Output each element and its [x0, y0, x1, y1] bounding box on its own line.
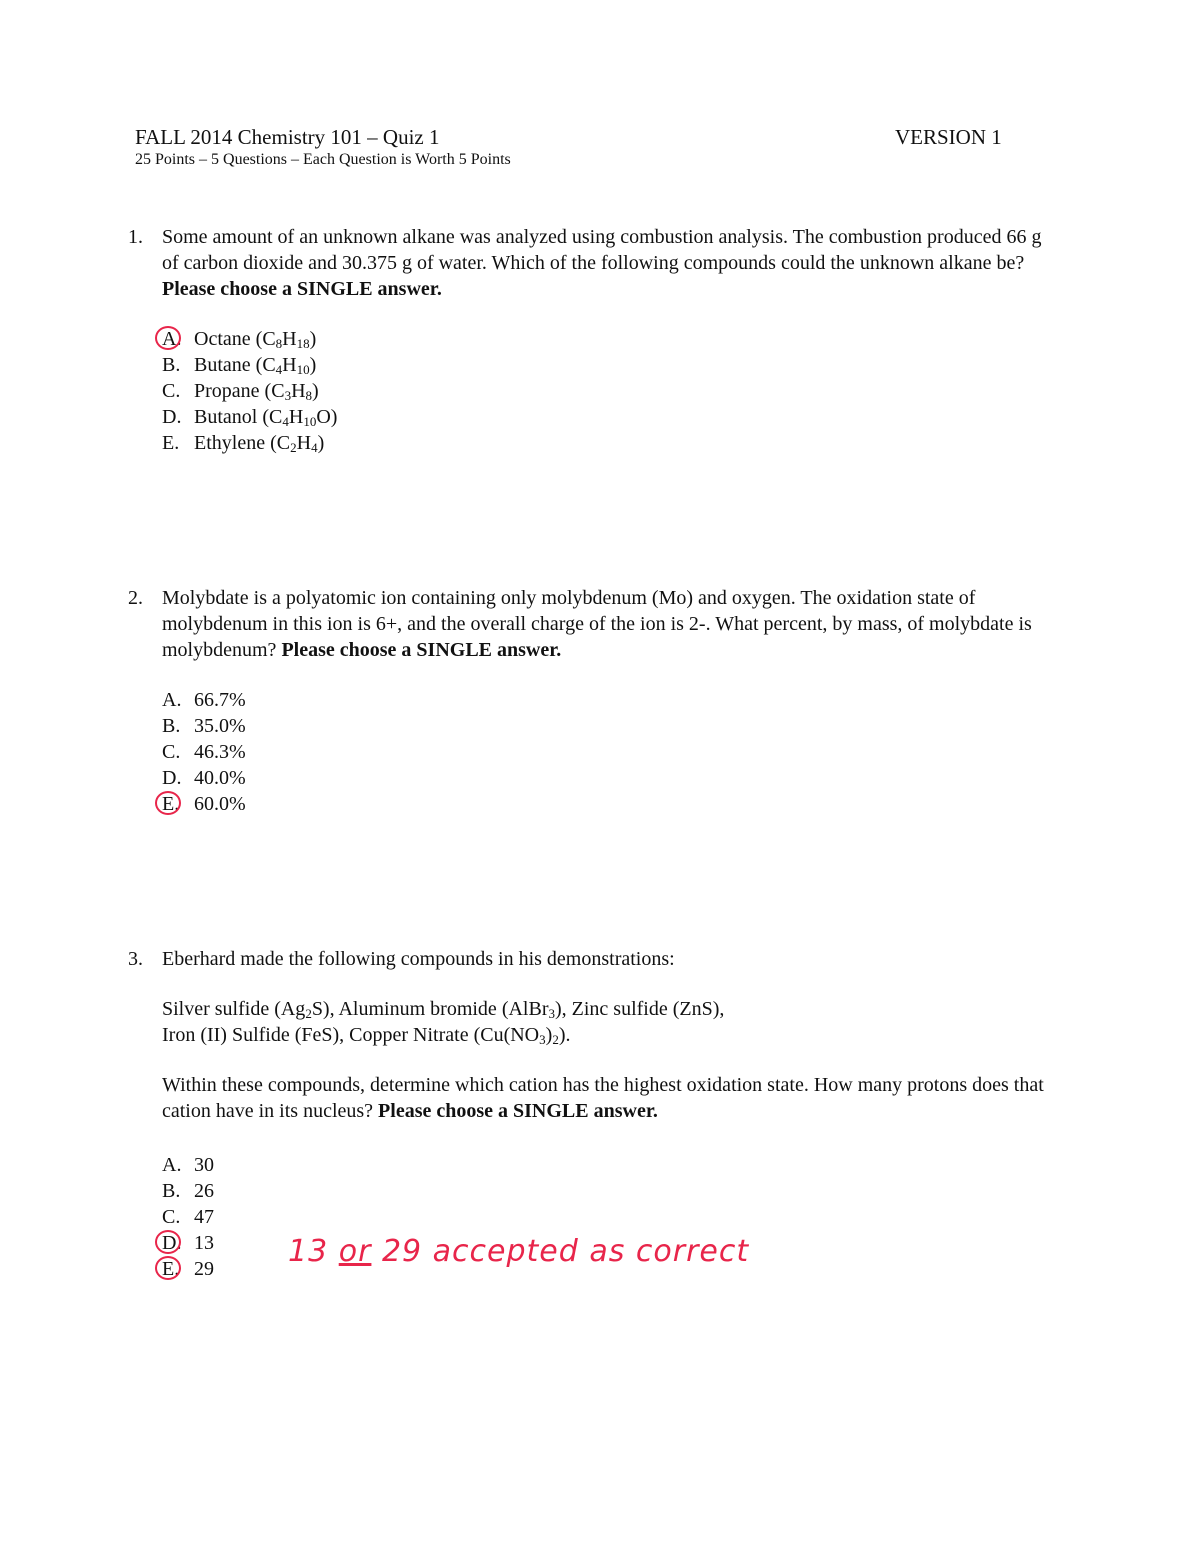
question-stem: Molybdate is a polyatomic ion containing only molybdenum (Mo) and oxygen. The oxidation state of molybdenum in this ion is 6+, and the overall charge of the ion is 2-. What percent, by mass, of molybdate is molybdenum? [162, 587, 1032, 661]
option-a[interactable]: A. 30 [162, 1154, 214, 1176]
option-c[interactable]: C. 47 [162, 1206, 214, 1228]
circled-answer-mark [155, 326, 181, 350]
option-b[interactable]: B. 35.0% [162, 715, 246, 737]
option-d[interactable]: D. 40.0% [162, 767, 246, 789]
handwritten-grading-note: 13 or 29 accepted as correct [288, 1234, 750, 1269]
compound-list-line-2: Iron (II) Sulfide (FeS), Copper Nitrate $(Cu(NO_3)_2)$. [162, 1024, 571, 1047]
option-a[interactable]: A. 66.7% [162, 689, 246, 711]
header [135, 124, 511, 170]
quiz-title: FALL 2014 Chemistry 101 – Quiz 1 [135, 125, 440, 149]
question-text [162, 946, 1062, 1124]
question-stem: Within these compounds, determine which cation has the highest oxidation state. How many protons does that cation have in its nucleus? [162, 1074, 1044, 1122]
question-instruction: Please choose a SINGLE answer. [281, 639, 562, 661]
version-label: VERSION 1 [895, 125, 1002, 149]
option-e[interactable]: E. 60.0% [162, 791, 246, 817]
option-c[interactable]: C. 46.3% [162, 741, 246, 763]
question-stem: Some amount of an unknown alkane was analyzed using combustion analysis. The combustion produced 66 g of carbon dioxide and 30.375 g of water. Which of the following compounds could the unknown alkane be? [162, 226, 1042, 274]
option-d[interactable]: D. 13 [162, 1230, 214, 1256]
answer-options [162, 326, 337, 456]
option-e[interactable]: E. Ethylene $(C_2H_4)$ [162, 432, 325, 455]
question-intro: Eberhard made the following compounds in his demonstrations: [162, 948, 675, 970]
question-instruction: Please choose a SINGLE answer. [378, 1100, 658, 1122]
option-b[interactable]: B. Butane $(C_4H_{10})$ [162, 354, 317, 377]
option-e[interactable]: E. 29 [162, 1256, 214, 1282]
circled-answer-mark [155, 1230, 181, 1254]
quiz-subtitle: 25 Points – 5 Questions – Each Question is Worth 5 Points [135, 151, 511, 168]
question-number: 1. [128, 226, 143, 248]
question-instruction: Please choose a SINGLE answer. [162, 278, 442, 300]
option-a[interactable]: A. Octane $(C_8H_{18})$ [162, 326, 337, 352]
option-b[interactable]: B. 26 [162, 1180, 214, 1202]
question-text [162, 224, 1062, 302]
option-c[interactable]: C. Propane $(C_3H_8)$ [162, 380, 319, 403]
answer-options [162, 1152, 214, 1282]
compound-list-line-1: Silver sulfide $(Ag_2S)$, Aluminum bromide (AlBr$_3$), Zinc sulfide (ZnS), [162, 998, 725, 1021]
option-d[interactable]: D. Butanol $(C_4H_{10}O)$ [162, 406, 338, 429]
answer-options [162, 687, 246, 817]
question-number: 3. [128, 948, 143, 970]
question-text [162, 585, 1062, 663]
circled-answer-mark [155, 791, 181, 815]
circled-answer-mark [155, 1256, 181, 1280]
question-number: 2. [128, 587, 143, 609]
